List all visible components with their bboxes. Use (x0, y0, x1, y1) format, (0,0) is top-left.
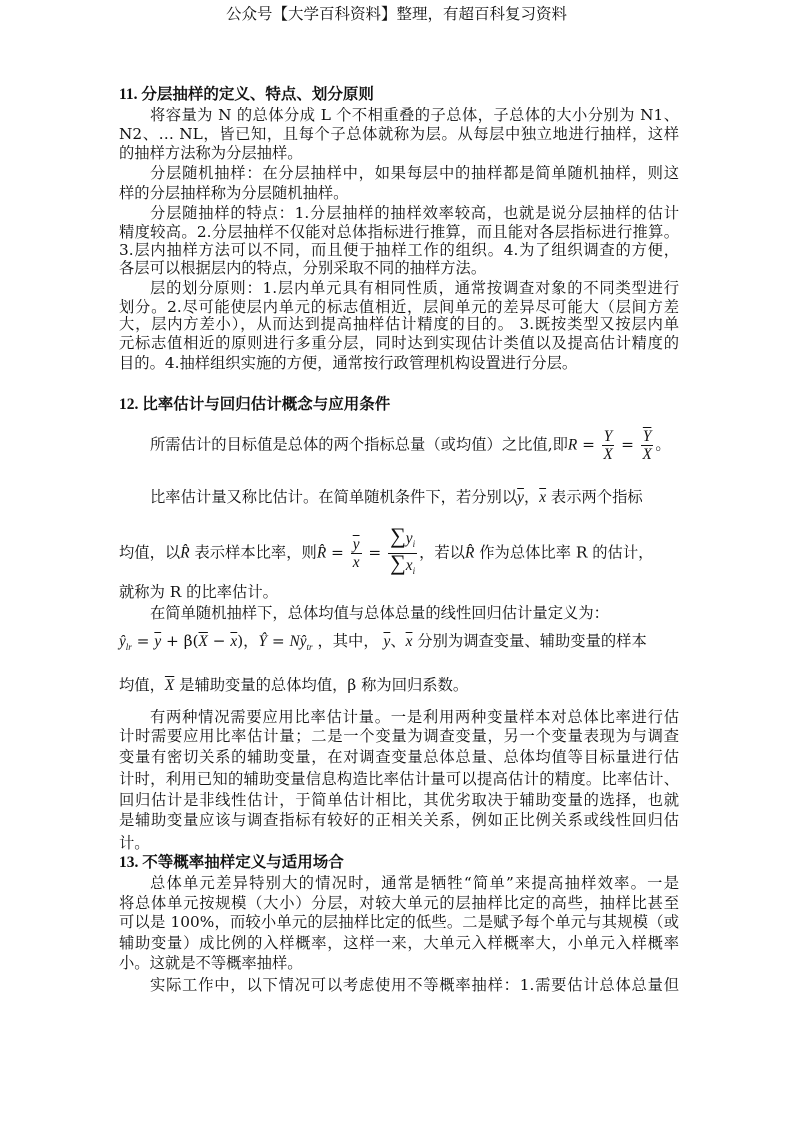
paragraph-line: 实际工作中，以下情况可以考虑使用不等概率抽样：1.需要估计总体总量但 (150, 976, 679, 994)
section-11-title: 11. 分层抽样的定义、特点、划分原则 (119, 86, 374, 103)
paragraph-line: 计时，利用已知的辅助变量信息构造比率估计量可以提高估计的精度。比率估计、 (119, 770, 679, 788)
paragraph-line: 样的分层抽样称为分层随机抽样。 (119, 184, 349, 202)
formula-text: 比率估计量又称比估计。在简单随机条件下，若分别以 (150, 488, 518, 506)
paragraph-line: 分层随抽样的特点：1.分层抽样的抽样效率较高，也就是说分层抽样的估计 (150, 204, 679, 222)
paragraph-line: 分层随机抽样：在分层抽样中，如果每层中的抽样都是简单随机抽样，则这 (150, 164, 679, 182)
paragraph-line: 元标志值相近的原则进行多重分层，同时达到实现估计类值以及提高估计精度的 (119, 334, 679, 352)
paragraph-line: 大，层内方差小），从而达到提高抽样估计精度的目的。 3.既按类型又按层内单 (119, 315, 679, 333)
formula-text: 均值， (119, 676, 165, 694)
paragraph-line: 将总体单元按规模（大小）分层，对较大单元的层抽样比定的高些，抽样比甚至 (119, 894, 679, 912)
page-header: 公众号【大学百科资料】整理，有超百科复习资料 (225, 5, 567, 23)
paragraph-line: 可以是 100%，而较小单元的层抽样比定的低些。二是赋予每个单元与其规模（或 (119, 913, 679, 931)
paragraph-line: N2、… NL，皆已知，且每个子总体就称为层。从每层中独立地进行抽样，这样 (119, 125, 679, 143)
paragraph-line: 变量有密切关系的辅助变量，在对调查变量总体总量、总体均值等目标量进行估 (119, 748, 679, 766)
sample-ratio-formula: 均值，以R̂ 表示样本比率，则R̂ = $\frac{\overline{y}}{x}$ = $\frac{\sum y_i}{\sum x_i}$ ，若以R̂ 作为总体比率 R 的估计， (119, 523, 654, 577)
paragraph-line: 有两种情况需要应用比率估计量。一是利用两种变量样本对总体比率进行估 (150, 708, 679, 726)
formula-text: 作为总体比率 R 的估计， (479, 543, 654, 562)
formula-text: ，若以 (419, 543, 465, 562)
paragraph-line: 各层可以根据层内的特点，分别采取不同的抽样方法。 (119, 259, 487, 277)
paragraph-line: 精度较高。2.分层抽样不仅能对总体指标进行推算，而且能对各层指标进行推算。 (119, 223, 679, 241)
paragraph-line: 的抽样方法称为分层抽样。 (119, 144, 303, 162)
paragraph-line: 就称为 R 的比率估计。 (119, 583, 278, 601)
formula-text: ，其中， (317, 632, 379, 650)
formula-text: 所需估计的目标值是总体的两个指标总量（或均值）之比值,即 (150, 435, 568, 454)
formula-text: 表示样本比率，则 (194, 543, 317, 562)
paragraph-line: 计时需要应用比率估计量；二是一个变量为调查变量，另一个变量表现为与调查 (119, 727, 679, 745)
paragraph-line: 层的划分原则：1.层内单元具有相同性质，通常按调查对象的不同类型进行 (150, 279, 679, 297)
paragraph-line: 总体单元差异特别大的情况时，通常是牺牲“简单”来提高抽样效率。一是 (150, 874, 679, 892)
paragraph-line: 在简单随机抽样下，总体均值与总体总量的线性回归估计量定义为： (150, 604, 609, 622)
paragraph-line: 目的。4.抽样组织实施的方便，通常按行政管理机构设置进行分层。 (119, 354, 578, 372)
paragraph-line: 回归估计是非线性估计，于简单估计相比，其优劣取决于辅助变量的选择，也就 (119, 791, 679, 809)
formula-text: 分别为调查变量、辅助变量的样本 (417, 632, 647, 650)
ratio-estimator-line: 比率估计量又称比估计。在简单随机条件下，若分别以$\overline{y}$，$\overline{x}$ 表示两个指标 (150, 488, 643, 506)
paragraph-line: 是辅助变量应该与调查指标有较好的正相关关系，例如正比例关系或线性回归估 (119, 811, 679, 829)
regression-formula: $ŷ_{lr} = \overline{y} + \beta(\overline{X} - \overline{x})$，Ŷ = $Nŷ_{tr}$ ，其中， $\overline{y}$、$\overline{x}$ 分别为调查变量、辅助变量的样本 (119, 632, 647, 653)
formula-text: 表示两个指标 (550, 488, 643, 506)
regression-explanation: 均值，$\overline{X}$ 是辅助变量的总体均值，β 称为回归系数。 (119, 676, 469, 694)
section-13-title: 13. 不等概率抽样定义与适用场合 (119, 854, 344, 871)
formula-text: 是辅助变量的总体均值，β 称为回归系数。 (179, 676, 469, 694)
paragraph-line: 划分。2.尽可能使层内单元的标志值相近，层间单元的差异尽可能大（层间方差 (119, 298, 679, 316)
section-12-title: 12. 比率估计与回归估计概念与应用条件 (119, 396, 391, 413)
paragraph-line: 3.层内抽样方法可以不同，而且便于抽样工作的组织。4.为了组织调查的方便， (119, 241, 679, 259)
ratio-definition-formula: 所需估计的目标值是总体的两个指标总量（或均值）之比值,即R = $\frac{Y}{X}$ = $\frac{\overline{Y}}{X}$ 。 (150, 428, 671, 463)
paragraph-line: 小。这就是不等概率抽样。 (119, 954, 303, 972)
formula-text: 均值，以 (119, 543, 181, 562)
paragraph-line: 将容量为 N 的总体分成 L 个不相重叠的子总体，子总体的大小分别为 N1、 (150, 106, 679, 124)
paragraph-line: 辅助变量）成比例的入样概率，这样一来，大单元入样概率大，小单元入样概率 (119, 934, 679, 952)
paragraph-line: 计。 (119, 834, 150, 852)
